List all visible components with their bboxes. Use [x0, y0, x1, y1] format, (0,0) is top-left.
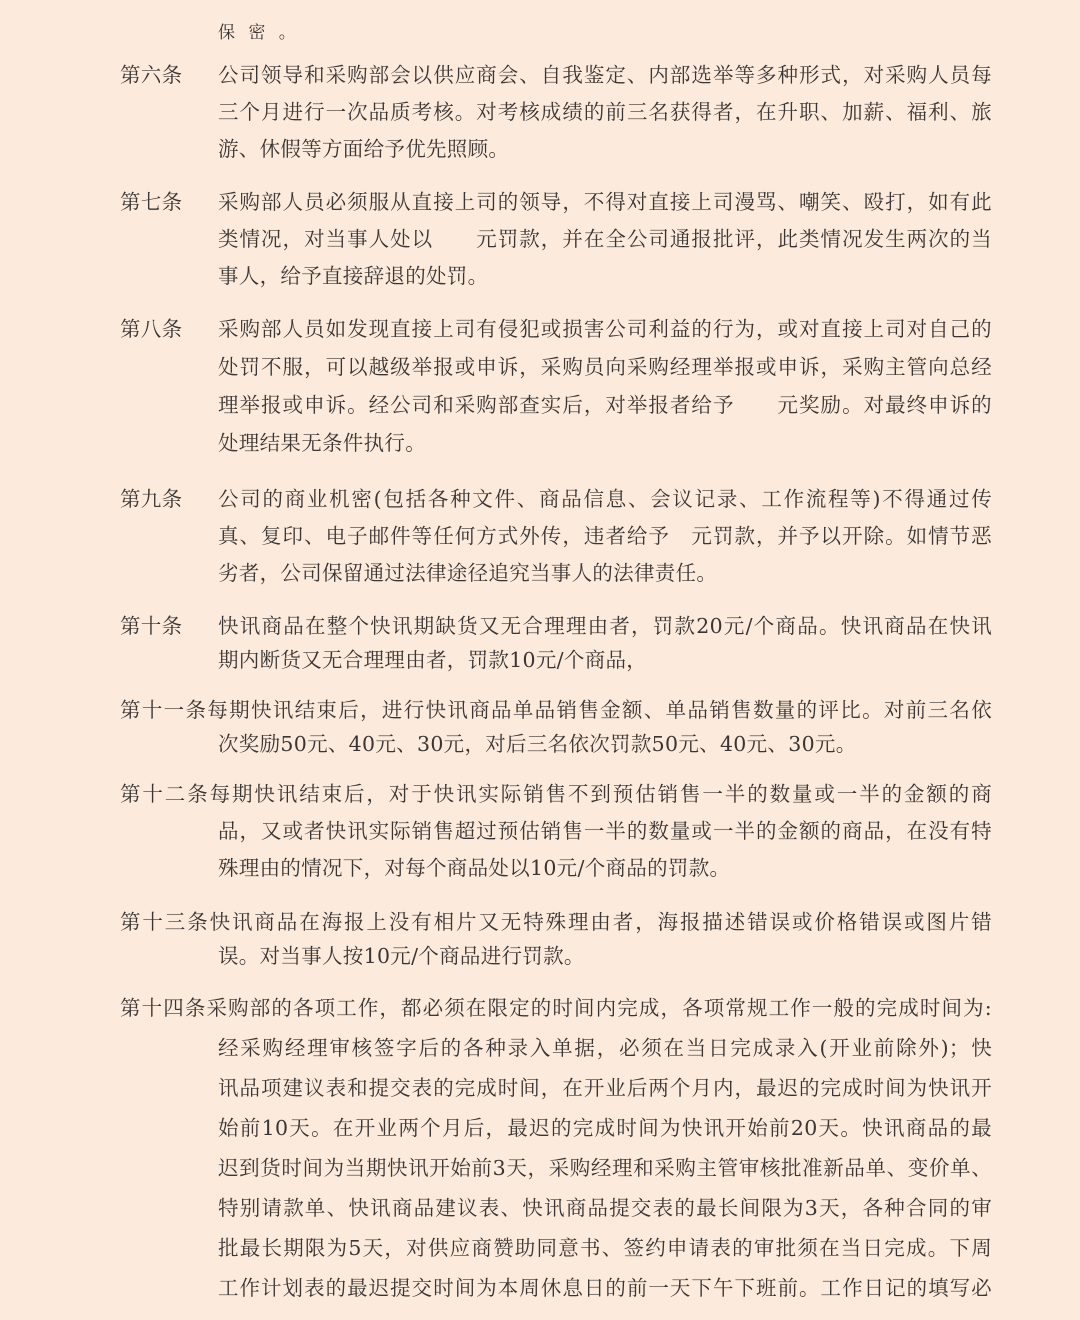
- intro-tail-text: 保 密 。: [218, 23, 300, 43]
- article-9-line-2: 真、复印、电子邮件等任何方式外传，违者给予 元罚款，并予以开除。如情节恶: [218, 524, 992, 548]
- article-7-line-2: 类情况，对当事人处以 元罚款，并在全公司通报批评，此类情况发生两次的当: [218, 227, 992, 251]
- article-12-line-3: 殊理由的情况下，对每个商品处以10元/个商品的罚款。: [218, 856, 731, 880]
- article-6-line-2: 三个月进行一次品质考核。对考核成绩的前三名获得者，在升职、加薪、福利、旅: [218, 100, 992, 124]
- article-14-line-2: 经采购经理审核签字后的各种录入单据，必须在当日完成录入(开业前除外)；快: [218, 1036, 992, 1060]
- article-10-line-2: 期内断货又无合理理由者，罚款10元/个商品，: [218, 648, 648, 672]
- article-14-line-4: 始前10天。在开业两个月后，最迟的完成时间为快讯开始前20天。快讯商品的最: [218, 1116, 992, 1140]
- article-9-label: 第九条: [120, 487, 183, 511]
- article-7-line-3: 事人，给予直接辞退的处罚。: [218, 264, 489, 288]
- article-11-line-2: 次奖励50元、40元、30元，对后三名依次罚款50元、40元、30元。: [218, 732, 857, 756]
- article-14-line-5: 迟到货时间为当期快讯开始前3天，采购经理和采购主管审核批准新品单、变价单、: [218, 1156, 992, 1180]
- article-8-label: 第八条: [120, 317, 183, 341]
- article-14-line-1: 第十四条采购部的各项工作，都必须在限定的时间内完成，各项常规工作一般的完成时间为:: [120, 996, 992, 1020]
- article-9-line-1: 公司的商业机密(包括各种文件、商品信息、会议记录、工作流程等)不得通过传: [218, 487, 992, 511]
- article-6-label: 第六条: [120, 63, 183, 87]
- article-10-line-1: 快讯商品在整个快讯期缺货又无合理理由者，罚款20元/个商品。快讯商品在快讯: [218, 614, 992, 638]
- article-7-line-1: 采购部人员必须服从直接上司的领导，不得对直接上司漫骂、嘲笑、殴打，如有此: [218, 190, 992, 214]
- article-6-line-1: 公司领导和采购部会以供应商会、自我鉴定、内部选举等多种形式，对采购人员每: [218, 63, 992, 87]
- article-8-line-3: 理举报或申诉。经公司和采购部查实后，对举报者给予 元奖励。对最终申诉的: [218, 393, 992, 417]
- article-9-line-3: 劣者，公司保留通过法律途径追究当事人的法律责任。: [218, 561, 718, 585]
- article-14-line-6: 特别请款单、快讯商品建议表、快讯商品提交表的最长间限为3天，各种合同的审: [218, 1196, 992, 1220]
- article-8-line-1: 采购部人员如发现直接上司有侵犯或损害公司利益的行为，或对直接上司对自己的: [218, 317, 992, 341]
- article-8-line-4: 处理结果无条件执行。: [218, 431, 426, 455]
- article-12-line-2: 品，又或者快讯实际销售超过预估销售一半的数量或一半的金额的商品，在没有特: [218, 819, 992, 843]
- article-12-line-1: 第十二条每期快讯结束后，对于快讯实际销售不到预估销售一半的数量或一半的金额的商: [120, 782, 992, 806]
- article-11-line-1: 第十一条每期快讯结束后，进行快讯商品单品销售金额、单品销售数量的评比。对前三名依: [120, 698, 992, 722]
- article-14-line-7: 批最长期限为5天，对供应商赞助同意书、签约申请表的审批须在当日完成。下周: [218, 1236, 992, 1260]
- article-8-line-2: 处罚不服，可以越级举报或申诉，采购员向采购经理举报或申诉，采购主管向总经: [218, 355, 992, 379]
- article-13-line-2: 误。对当事人按10元/个商品进行罚款。: [218, 944, 585, 968]
- article-6-line-3: 游、休假等方面给予优先照顾。: [218, 137, 510, 161]
- article-13-line-1: 第十三条快讯商品在海报上没有相片又无特殊理由者，海报描述错误或价格错误或图片错: [120, 910, 992, 934]
- article-7-label: 第七条: [120, 190, 183, 214]
- article-14-line-3: 讯品项建议表和提交表的完成时间，在开业后两个月内，最迟的完成时间为快讯开: [218, 1076, 992, 1100]
- article-14-line-8: 工作计划表的最迟提交时间为本周休息日的前一天下午下班前。工作日记的填写必: [218, 1276, 992, 1300]
- article-10-label: 第十条: [120, 614, 183, 638]
